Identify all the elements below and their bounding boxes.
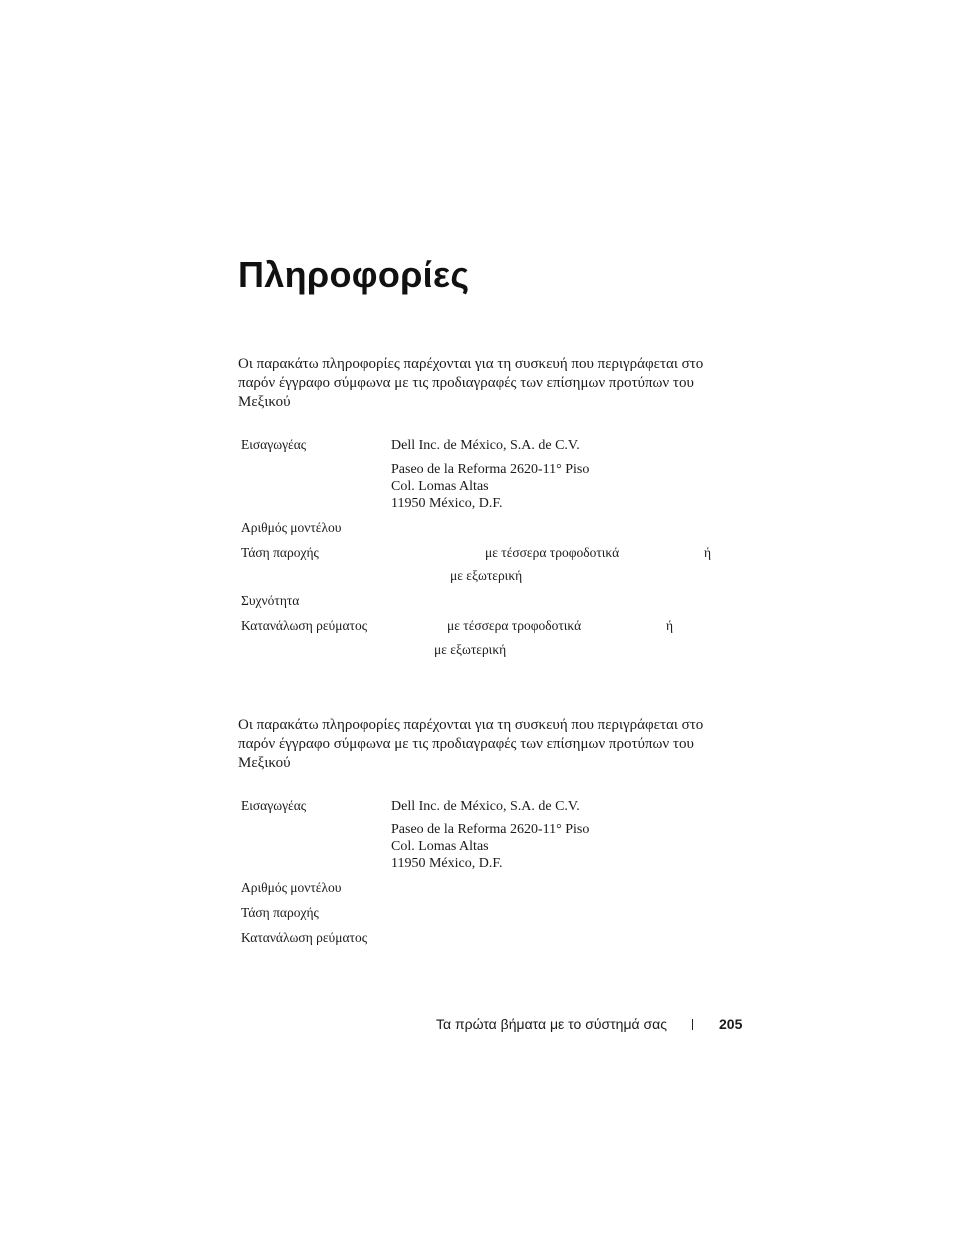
supply-voltage-fragment-2: με εξωτερική xyxy=(450,568,523,583)
address-line-3: 11950 México, D.F. xyxy=(391,856,503,871)
importer-name: Dell Inc. de México, S.A. de C.V. xyxy=(391,438,580,453)
section-2-intro: Οι παρακάτω πληροφορίες παρέχονται για τη συσκευή που περιγράφεται στο παρόν έγγραφο σύμφωνα με τις προδιαγραφές των επίσημων προτύπων του Μεξικού xyxy=(238,717,704,771)
page-title: Πληροφορίες xyxy=(238,254,470,295)
address-line-1: Paseo de la Reforma 2620-11° Piso xyxy=(391,462,590,477)
model-number-label: Αριθμός μοντέλου xyxy=(241,880,342,895)
footer-text: Τα πρώτα βήματα με το σύστημά σας xyxy=(436,1016,667,1032)
importer-label: Εισαγωγέας xyxy=(241,798,307,813)
current-consumption-label: Κατανάλωση ρεύματος xyxy=(241,618,368,633)
page-number: 205 xyxy=(719,1016,743,1032)
address-line-3: 11950 México, D.F. xyxy=(391,496,503,511)
current-consumption-fragment-1: με τέσσερα τροφοδοτικά xyxy=(447,618,582,633)
address-line-2: Col. Lomas Altas xyxy=(391,479,489,494)
supply-voltage-label: Τάση παροχής xyxy=(241,545,319,560)
importer-name: Dell Inc. de México, S.A. de C.V. xyxy=(391,799,580,814)
current-consumption-label: Κατανάλωση ρεύματος xyxy=(241,930,368,945)
frequency-label: Συχνότητα xyxy=(241,593,300,608)
current-consumption-fragment-2: με εξωτερική xyxy=(434,642,507,657)
supply-voltage-label: Τάση παροχής xyxy=(241,905,319,920)
footer-separator xyxy=(692,1019,693,1030)
model-number-label: Αριθμός μοντέλου xyxy=(241,520,342,535)
supply-voltage-fragment-1: με τέσσερα τροφοδοτικά xyxy=(485,545,620,560)
supply-voltage-or: ή xyxy=(704,545,712,560)
section-1-intro: Οι παρακάτω πληροφορίες παρέχονται για τη συσκευή που περιγράφεται στο παρόν έγγραφο σύμφωνα με τις προδιαγραφές των επίσημων προτύπων του Μεξικού xyxy=(238,356,704,410)
current-consumption-or: ή xyxy=(666,618,674,633)
importer-label: Εισαγωγέας xyxy=(241,437,307,452)
address-line-2: Col. Lomas Altas xyxy=(391,839,489,854)
address-line-1: Paseo de la Reforma 2620-11° Piso xyxy=(391,822,590,837)
